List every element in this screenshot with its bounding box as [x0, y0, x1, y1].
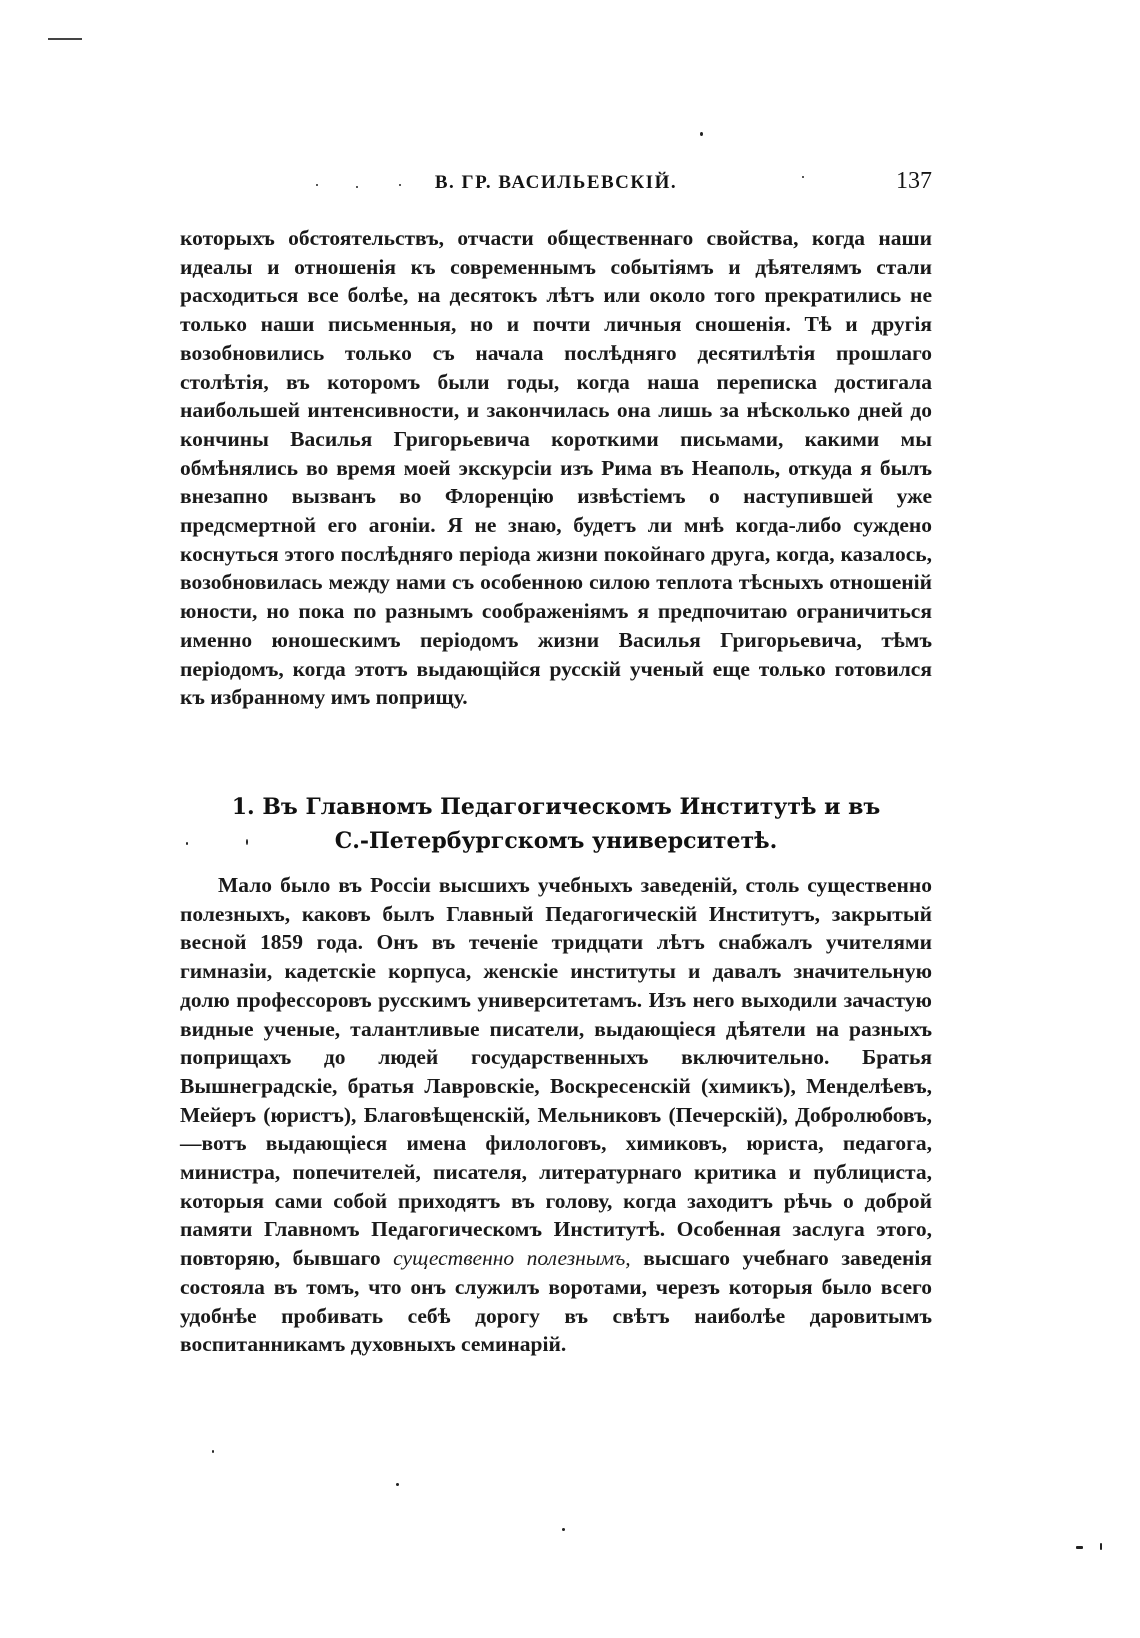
scan-speck	[1076, 1546, 1083, 1549]
scan-speck	[186, 842, 188, 845]
section-heading-line-1: 1. Въ Главномъ Педагогическомъ Институтѣ и въ	[231, 794, 881, 820]
section-heading-line-2: С.-Петербургскомъ университетѣ.	[334, 828, 778, 854]
section-heading	[180, 790, 932, 858]
scan-speck	[802, 176, 804, 178]
scan-speck	[1100, 1543, 1102, 1550]
paragraph-text-part-2: высшаго учебнаго заведенія состояла въ томъ, что онъ служилъ воротами, черезъ которыя было всего удобнѣе пробивать себѣ дорогу въ свѣтъ наиболѣе даровитымъ воспитанникамъ духовныхъ семинарій.	[180, 1246, 932, 1357]
scan-speck	[356, 186, 358, 188]
scan-speck	[399, 184, 401, 186]
paragraph-section-start	[180, 871, 932, 1359]
paragraph-continued: которыхъ обстоятельствъ, отчасти общественнаго свойства, когда наши идеалы и отношенія къ современнымъ событіямъ и дѣятелямъ стали расходиться все болѣе, на десятокъ лѣтъ или около того прекратились не только наши письменныя, но и почти личныя сношенія. Тѣ и другія возобновились только съ начала послѣдняго десятилѣтія прошлаго столѣтія, въ которомъ были годы, когда наша переписка достигала наибольшей интенсивности, и закончилась она лишь за нѣсколько дней до кончины Василья Григорьевича короткими письмами, какими мы обмѣнялись во время моей экскурсіи изъ Рима въ Неаполь, откуда я былъ внезапно вызванъ во Флоренцію извѣстіемъ о наступившей уже предсмертной его агоніи. Я не знаю, будетъ ли мнѣ когда-либо суждено коснуться этого послѣдняго періода жизни покойнаго друга, когда, казалось, возобновилась между нами съ особенною силою теплота тѣсныхъ отношеній юности, но пока по разнымъ соображеніямъ я предпочитаю ограничиться именно юношескимъ періодомъ жизни Василья Григорьевича, тѣмъ періодомъ, когда этотъ выдающійся русскій ученый еще только готовился къ избранному имъ поприщу.	[180, 226, 932, 710]
corner-rule-mark	[48, 38, 82, 40]
running-head: В. ГР. ВАСИЛЬЕВСКІЙ.	[434, 172, 678, 193]
page-header	[180, 168, 932, 202]
scan-speck	[246, 839, 248, 845]
paragraph-italic-phrase: существенно полезнымъ,	[393, 1246, 631, 1271]
paragraph-text-part-1: Мало было въ Россіи высшихъ учебныхъ заведеній, столь существенно полезныхъ, каковъ былъ Главный Педагогическій Институтъ, закрытый весной 1859 года. Онъ въ теченіе тридцати лѣтъ снабжалъ учителями гимназіи, кадетскіе корпуса, женскіе институты и давалъ значительную долю профессоровъ русскимъ университетамъ. Изъ него выходили зачастую видные ученые, талантливые писатели, выдающіеся дѣятели на разныхъ поприщахъ до людей государственныхъ включительно. Братья Вышнеградскіе, братья Лавровскіе, Воскресенскій (химикъ), Менделѣевъ, Мейеръ (юристъ), Благовѣщенскій, Мельниковъ (Печерскій), Добролюбовъ,—вотъ выдающіеся имена филологовъ, химиковъ, юриста, педагога, министра, попечителей, писателя, литературнаго критика и публициста, которыя сами собой приходятъ въ голову, когда заходитъ рѣчь о доброй памяти Главномъ Педагогическомъ Институтѣ. Особенная заслуга этого, повторяю, бывшаго	[180, 873, 932, 1271]
scan-speck	[316, 184, 318, 186]
scan-speck	[396, 1483, 399, 1486]
scan-speck	[212, 1450, 214, 1453]
scan-speck	[700, 132, 703, 136]
scan-speck	[562, 1528, 565, 1531]
page-number: 137	[896, 168, 932, 194]
